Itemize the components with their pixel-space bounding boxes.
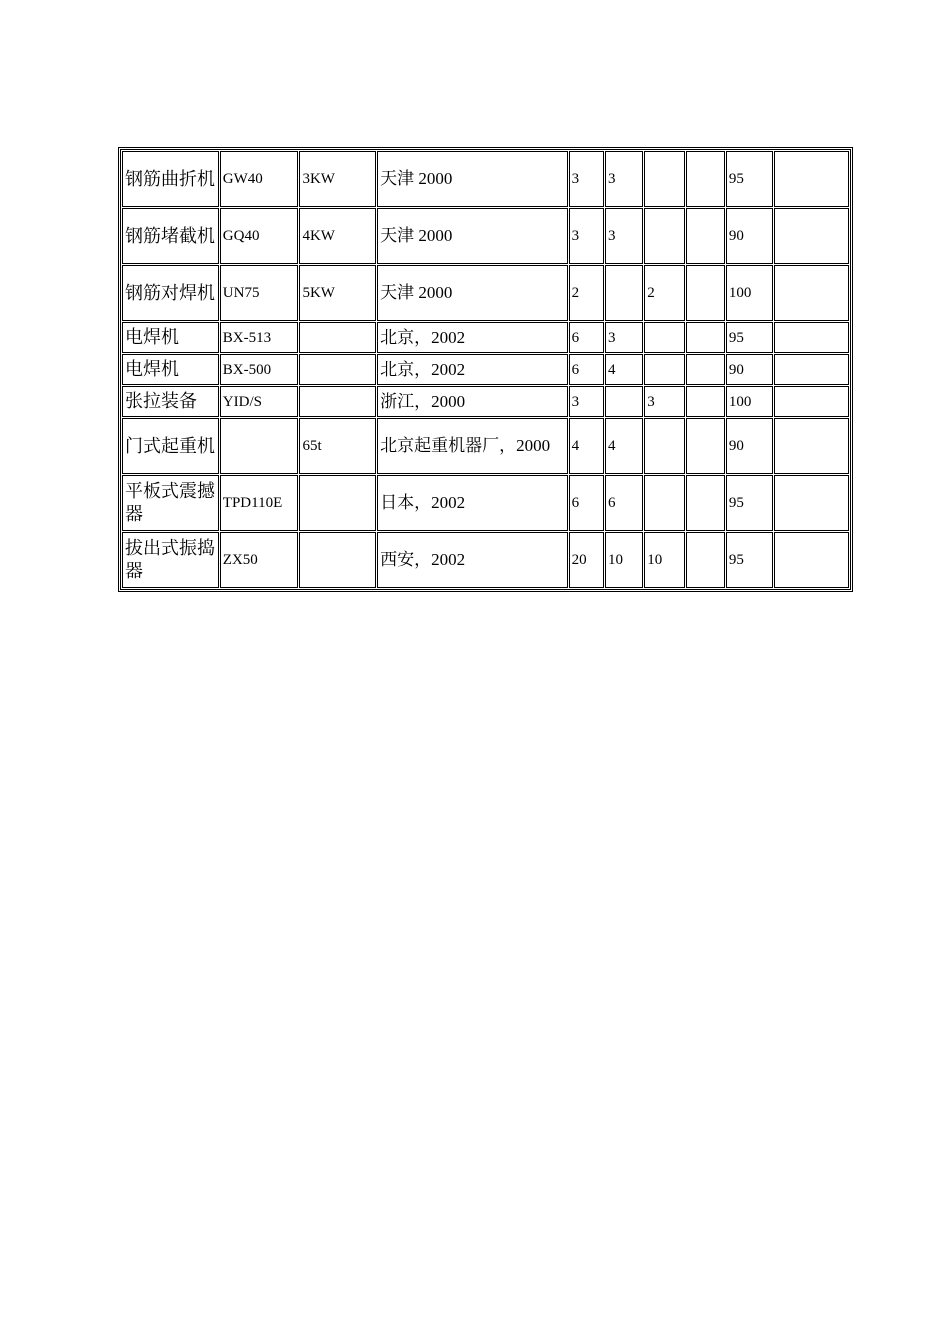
quantity-cell: 6 — [569, 475, 604, 531]
table-row — [122, 354, 849, 385]
count-cell-b: 3 — [644, 386, 684, 417]
remark-cell — [774, 532, 849, 588]
equipment-name-cell: 平板式震撼器 — [122, 475, 219, 531]
table-row — [122, 532, 849, 588]
count-cell-b: 2 — [644, 265, 684, 321]
equipment-table — [118, 147, 853, 592]
equipment-name-cell: 钢筋曲折机 — [122, 151, 219, 207]
condition-cell: 100 — [726, 386, 773, 417]
count-cell-c — [686, 208, 725, 264]
count-cell-a — [605, 386, 643, 417]
remark-cell — [774, 354, 849, 385]
count-cell-b — [644, 418, 684, 474]
table-row — [122, 386, 849, 417]
count-cell-b — [644, 322, 684, 353]
count-cell-a: 3 — [605, 322, 643, 353]
table-row — [122, 265, 849, 321]
quantity-cell: 3 — [569, 386, 604, 417]
count-cell-c — [686, 532, 725, 588]
origin-cell: 浙江，2000 — [377, 386, 568, 417]
origin-cell: 日本，2002 — [377, 475, 568, 531]
quantity-cell: 6 — [569, 354, 604, 385]
count-cell-b — [644, 208, 684, 264]
quantity-cell: 3 — [569, 208, 604, 264]
power-cell: 65t — [299, 418, 376, 474]
condition-cell: 95 — [726, 151, 773, 207]
count-cell-a: 3 — [605, 151, 643, 207]
table-row — [122, 322, 849, 353]
count-cell-c — [686, 475, 725, 531]
quantity-cell: 3 — [569, 151, 604, 207]
condition-cell: 95 — [726, 532, 773, 588]
count-cell-a: 4 — [605, 354, 643, 385]
origin-cell: 天津 2000 — [377, 151, 568, 207]
origin-cell: 北京，2002 — [377, 354, 568, 385]
count-cell-c — [686, 386, 725, 417]
equipment-name-cell: 钢筋堵截机 — [122, 208, 219, 264]
power-cell: 3KW — [299, 151, 376, 207]
table-body — [122, 151, 849, 588]
equipment-name-cell: 电焊机 — [122, 322, 219, 353]
table-row — [122, 151, 849, 207]
model-cell: GW40 — [220, 151, 299, 207]
origin-cell: 天津 2000 — [377, 208, 568, 264]
model-cell: BX-500 — [220, 354, 299, 385]
remark-cell — [774, 322, 849, 353]
model-cell: UN75 — [220, 265, 299, 321]
power-cell: 4KW — [299, 208, 376, 264]
equipment-name-cell: 张拉装备 — [122, 386, 219, 417]
count-cell-a: 6 — [605, 475, 643, 531]
equipment-name-cell: 电焊机 — [122, 354, 219, 385]
quantity-cell: 6 — [569, 322, 604, 353]
count-cell-c — [686, 151, 725, 207]
model-cell: YID/S — [220, 386, 299, 417]
model-cell: ZX50 — [220, 532, 299, 588]
power-cell: 5KW — [299, 265, 376, 321]
count-cell-c — [686, 418, 725, 474]
remark-cell — [774, 208, 849, 264]
count-cell-c — [686, 322, 725, 353]
count-cell-c — [686, 354, 725, 385]
count-cell-a: 3 — [605, 208, 643, 264]
model-cell: TPD110E — [220, 475, 299, 531]
power-cell — [299, 475, 376, 531]
origin-cell: 西安，2002 — [377, 532, 568, 588]
model-cell — [220, 418, 299, 474]
count-cell-a: 10 — [605, 532, 643, 588]
count-cell-b — [644, 354, 684, 385]
remark-cell — [774, 151, 849, 207]
table-row — [122, 208, 849, 264]
remark-cell — [774, 418, 849, 474]
table-row — [122, 418, 849, 474]
power-cell — [299, 386, 376, 417]
quantity-cell: 4 — [569, 418, 604, 474]
condition-cell: 95 — [726, 322, 773, 353]
count-cell-b — [644, 151, 684, 207]
condition-cell: 90 — [726, 208, 773, 264]
model-cell: BX-513 — [220, 322, 299, 353]
count-cell-a: 4 — [605, 418, 643, 474]
origin-cell: 北京起重机器厂，2000 — [377, 418, 568, 474]
condition-cell: 100 — [726, 265, 773, 321]
condition-cell: 95 — [726, 475, 773, 531]
model-cell: GQ40 — [220, 208, 299, 264]
equipment-name-cell: 拔出式振捣器 — [122, 532, 219, 588]
quantity-cell: 20 — [569, 532, 604, 588]
quantity-cell: 2 — [569, 265, 604, 321]
equipment-table-grid — [121, 150, 850, 589]
equipment-name-cell: 钢筋对焊机 — [122, 265, 219, 321]
remark-cell — [774, 386, 849, 417]
remark-cell — [774, 475, 849, 531]
count-cell-b — [644, 475, 684, 531]
power-cell — [299, 322, 376, 353]
table-row — [122, 475, 849, 531]
condition-cell: 90 — [726, 418, 773, 474]
origin-cell: 北京，2002 — [377, 322, 568, 353]
origin-cell: 天津 2000 — [377, 265, 568, 321]
count-cell-c — [686, 265, 725, 321]
power-cell — [299, 354, 376, 385]
equipment-name-cell: 门式起重机 — [122, 418, 219, 474]
power-cell — [299, 532, 376, 588]
count-cell-a — [605, 265, 643, 321]
remark-cell — [774, 265, 849, 321]
condition-cell: 90 — [726, 354, 773, 385]
count-cell-b: 10 — [644, 532, 684, 588]
